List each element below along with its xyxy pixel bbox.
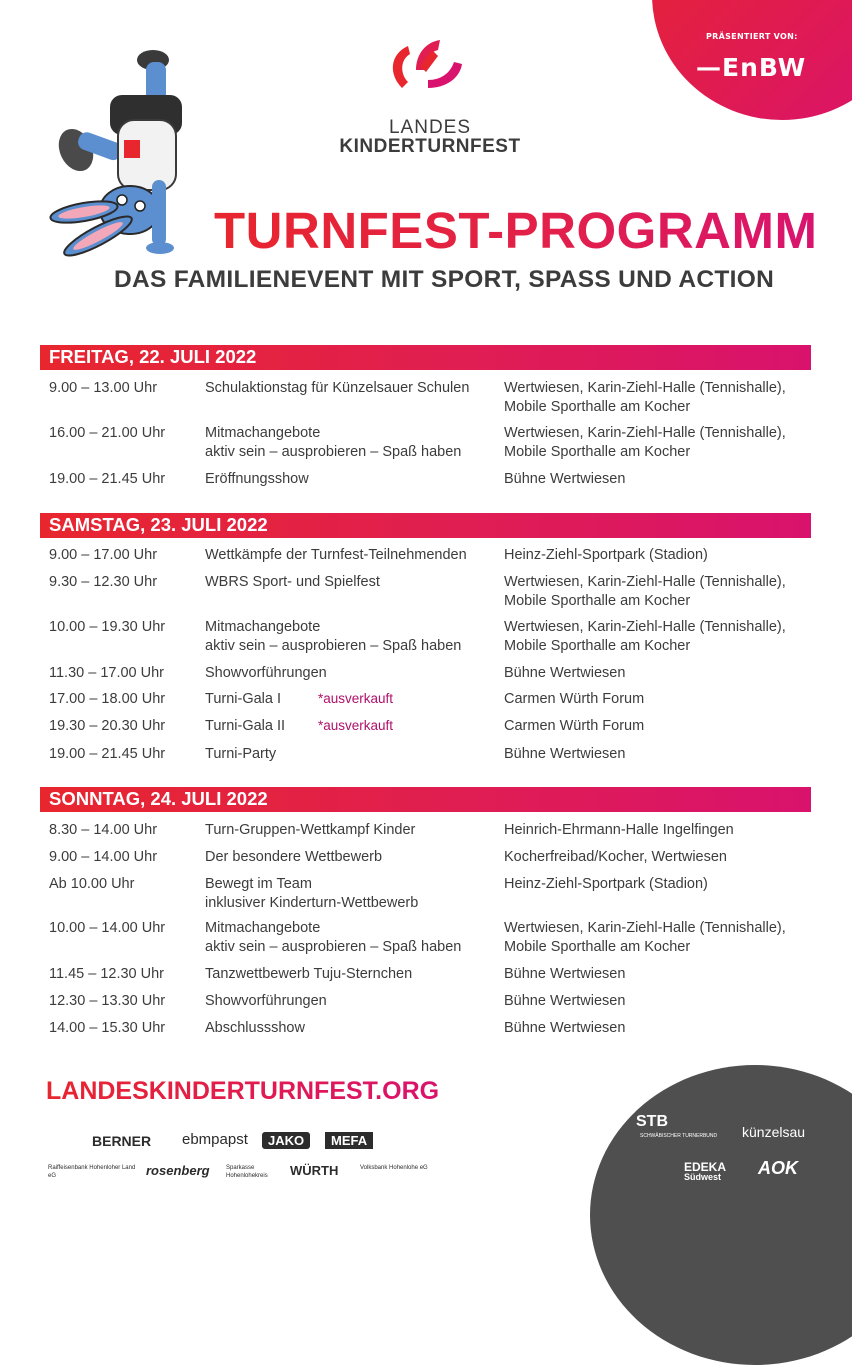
event-time: 9.30 – 12.30 Uhr bbox=[49, 574, 158, 590]
sold-out-note: *ausverkauft bbox=[318, 718, 394, 733]
event-place-line2: Mobile Sporthalle am Kocher bbox=[504, 939, 691, 955]
logo-text-line1: LANDES bbox=[388, 117, 472, 138]
event-place: Wertwiesen, Karin-Ziehl-Halle (Tennishalle), bbox=[504, 380, 786, 396]
event-time: 19.00 – 21.45 Uhr bbox=[49, 471, 166, 487]
sponsor-logo-kuenzelsau: künzelsau bbox=[742, 1124, 806, 1140]
event-subtitle: aktiv sein – ausprobieren – Spaß haben bbox=[205, 638, 462, 654]
sponsor-logo-edeka: EDEKA bbox=[684, 1160, 727, 1174]
event-title: Der besondere Wettbewerb bbox=[205, 849, 383, 865]
event-time: 9.00 – 17.00 Uhr bbox=[49, 547, 158, 563]
event-place: Carmen Würth Forum bbox=[504, 718, 645, 734]
event-title: Mitmachangebote bbox=[205, 920, 321, 936]
event-subtitle: inklusiver Kinderturn-Wettbewerb bbox=[205, 895, 419, 911]
event-title: WBRS Sport- und Spielfest bbox=[205, 574, 380, 590]
event-place: Carmen Würth Forum bbox=[504, 691, 645, 707]
day-header-saturday bbox=[40, 513, 811, 538]
sponsor-logo-wuerth: WÜRTH bbox=[290, 1163, 339, 1178]
event-time: 10.00 – 19.30 Uhr bbox=[49, 619, 166, 635]
event-place-line2: Mobile Sporthalle am Kocher bbox=[504, 638, 691, 654]
day-label: SONNTAG, 24. JULI 2022 bbox=[49, 788, 268, 809]
event-place: Wertwiesen, Karin-Ziehl-Halle (Tennishalle), bbox=[504, 574, 786, 590]
page-title: TURNFEST-PROGRAMM bbox=[214, 202, 818, 259]
kinderturnfest-logo-icon bbox=[380, 30, 470, 100]
event-time: 12.30 – 13.30 Uhr bbox=[49, 993, 166, 1009]
event-place: Kocherfreibad/Kocher, Wertwiesen bbox=[504, 849, 727, 865]
sponsor-logo-volksbank: Volksbank Hohenlohe eG bbox=[360, 1165, 428, 1171]
event-place: Bühne Wertwiesen bbox=[504, 1020, 626, 1036]
event-title: Abschlussshow bbox=[205, 1020, 305, 1036]
event-place: Bühne Wertwiesen bbox=[504, 993, 626, 1009]
event-title: Wettkämpfe der Turnfest-Teilnehmenden bbox=[205, 547, 467, 563]
event-title: Showvorführungen bbox=[205, 665, 327, 681]
event-subtitle: aktiv sein – ausprobieren – Spaß haben bbox=[205, 444, 462, 460]
logo-text-line2: KINDERTURNFEST bbox=[339, 136, 521, 157]
sold-out-note: *ausverkauft bbox=[318, 691, 394, 706]
event-time: Ab 10.00 Uhr bbox=[49, 876, 135, 892]
sponsor-logo-jako: JAKO bbox=[262, 1132, 310, 1149]
event-place: Bühne Wertwiesen bbox=[504, 746, 626, 762]
enbw-logo: —EnBW bbox=[696, 53, 807, 82]
event-time: 10.00 – 14.00 Uhr bbox=[49, 920, 166, 936]
event-title: Turni-Gala I bbox=[205, 691, 282, 707]
rabbit-mascot-icon bbox=[48, 40, 203, 260]
event-title: Turni-Party bbox=[205, 746, 277, 762]
event-title: Eröffnungsshow bbox=[205, 471, 309, 487]
sponsor-logo-ebmpapst: ebmpapst bbox=[182, 1131, 248, 1148]
event-time: 14.00 – 15.30 Uhr bbox=[49, 1020, 166, 1036]
event-time: 11.30 – 17.00 Uhr bbox=[49, 665, 165, 681]
sponsor-logo-rosenberg: rosenberg bbox=[146, 1163, 210, 1178]
event-place: Wertwiesen, Karin-Ziehl-Halle (Tennishalle), bbox=[504, 619, 786, 635]
event-place: Wertwiesen, Karin-Ziehl-Halle (Tennishalle), bbox=[504, 425, 786, 441]
sponsor-logo-edeka-suedwest: Südwest bbox=[684, 1172, 722, 1182]
event-place: Heinrich-Ehrmann-Halle Ingelfingen bbox=[504, 822, 734, 838]
event-time: 17.00 – 18.00 Uhr bbox=[49, 691, 166, 707]
event-time: 11.45 – 12.30 Uhr bbox=[49, 966, 165, 982]
event-place: Heinz-Ziehl-Sportpark (Stadion) bbox=[504, 547, 708, 563]
event-place: Bühne Wertwiesen bbox=[504, 471, 626, 487]
event-title: Schulaktionstag für Künzelsauer Schulen bbox=[205, 380, 470, 396]
website-link[interactable]: LANDESKINDERTURNFEST.ORG bbox=[46, 1077, 440, 1105]
event-place: Bühne Wertwiesen bbox=[504, 665, 626, 681]
event-time: 9.00 – 14.00 Uhr bbox=[49, 849, 158, 865]
event-place-line2: Mobile Sporthalle am Kocher bbox=[504, 399, 691, 415]
sponsor-logo-stb-subtitle: SCHWÄBISCHER TURNERBUND bbox=[640, 1133, 718, 1139]
event-time: 16.00 – 21.00 Uhr bbox=[49, 425, 166, 441]
event-time: 9.00 – 13.00 Uhr bbox=[49, 380, 158, 396]
presented-by-label: PRÄSENTIERT VON: bbox=[706, 32, 798, 41]
page-subtitle: DAS FAMILIENEVENT MIT SPORT, SPASS UND ACTION bbox=[114, 266, 775, 293]
event-title: Showvorführungen bbox=[205, 993, 327, 1009]
event-place: Bühne Wertwiesen bbox=[504, 966, 626, 982]
day-header-friday bbox=[40, 345, 811, 370]
event-title: Turn-Gruppen-Wettkampf Kinder bbox=[205, 822, 416, 838]
event-title: Bewegt im Team bbox=[205, 876, 312, 892]
day-label: SAMSTAG, 23. JULI 2022 bbox=[49, 514, 268, 535]
sponsor-logo-aok: AOK bbox=[758, 1158, 798, 1178]
day-label: FREITAG, 22. JULI 2022 bbox=[49, 346, 257, 367]
sponsor-logo-stb: STB bbox=[636, 1113, 668, 1130]
event-place: Heinz-Ziehl-Sportpark (Stadion) bbox=[504, 876, 708, 892]
event-title: Mitmachangebote bbox=[205, 425, 321, 441]
event-time: 19.00 – 21.45 Uhr bbox=[49, 746, 166, 762]
sponsor-logo-mefa: MEFA bbox=[325, 1132, 373, 1149]
event-title: Turni-Gala II bbox=[205, 718, 286, 734]
sponsor-logo-sparkasse: Sparkasse Hohenlohekreis bbox=[226, 1165, 268, 1179]
day-header-sunday bbox=[40, 787, 811, 812]
event-time: 19.30 – 20.30 Uhr bbox=[49, 718, 166, 734]
partner-sponsors-badge bbox=[590, 1065, 852, 1365]
event-subtitle: aktiv sein – ausprobieren – Spaß haben bbox=[205, 939, 462, 955]
event-title: Tanzwettbewerb Tuju-Sternchen bbox=[205, 966, 413, 982]
event-place-line2: Mobile Sporthalle am Kocher bbox=[504, 444, 691, 460]
event-place: Wertwiesen, Karin-Ziehl-Halle (Tennishalle), bbox=[504, 920, 786, 936]
sponsor-logo-berner: BERNER bbox=[92, 1133, 152, 1149]
event-title: Mitmachangebote bbox=[205, 619, 321, 635]
event-place-line2: Mobile Sporthalle am Kocher bbox=[504, 593, 691, 609]
event-time: 8.30 – 14.00 Uhr bbox=[49, 822, 158, 838]
sponsor-logo-raiffeisenbank: Raiffeisenbank Hohenloher Land eG bbox=[48, 1165, 136, 1179]
